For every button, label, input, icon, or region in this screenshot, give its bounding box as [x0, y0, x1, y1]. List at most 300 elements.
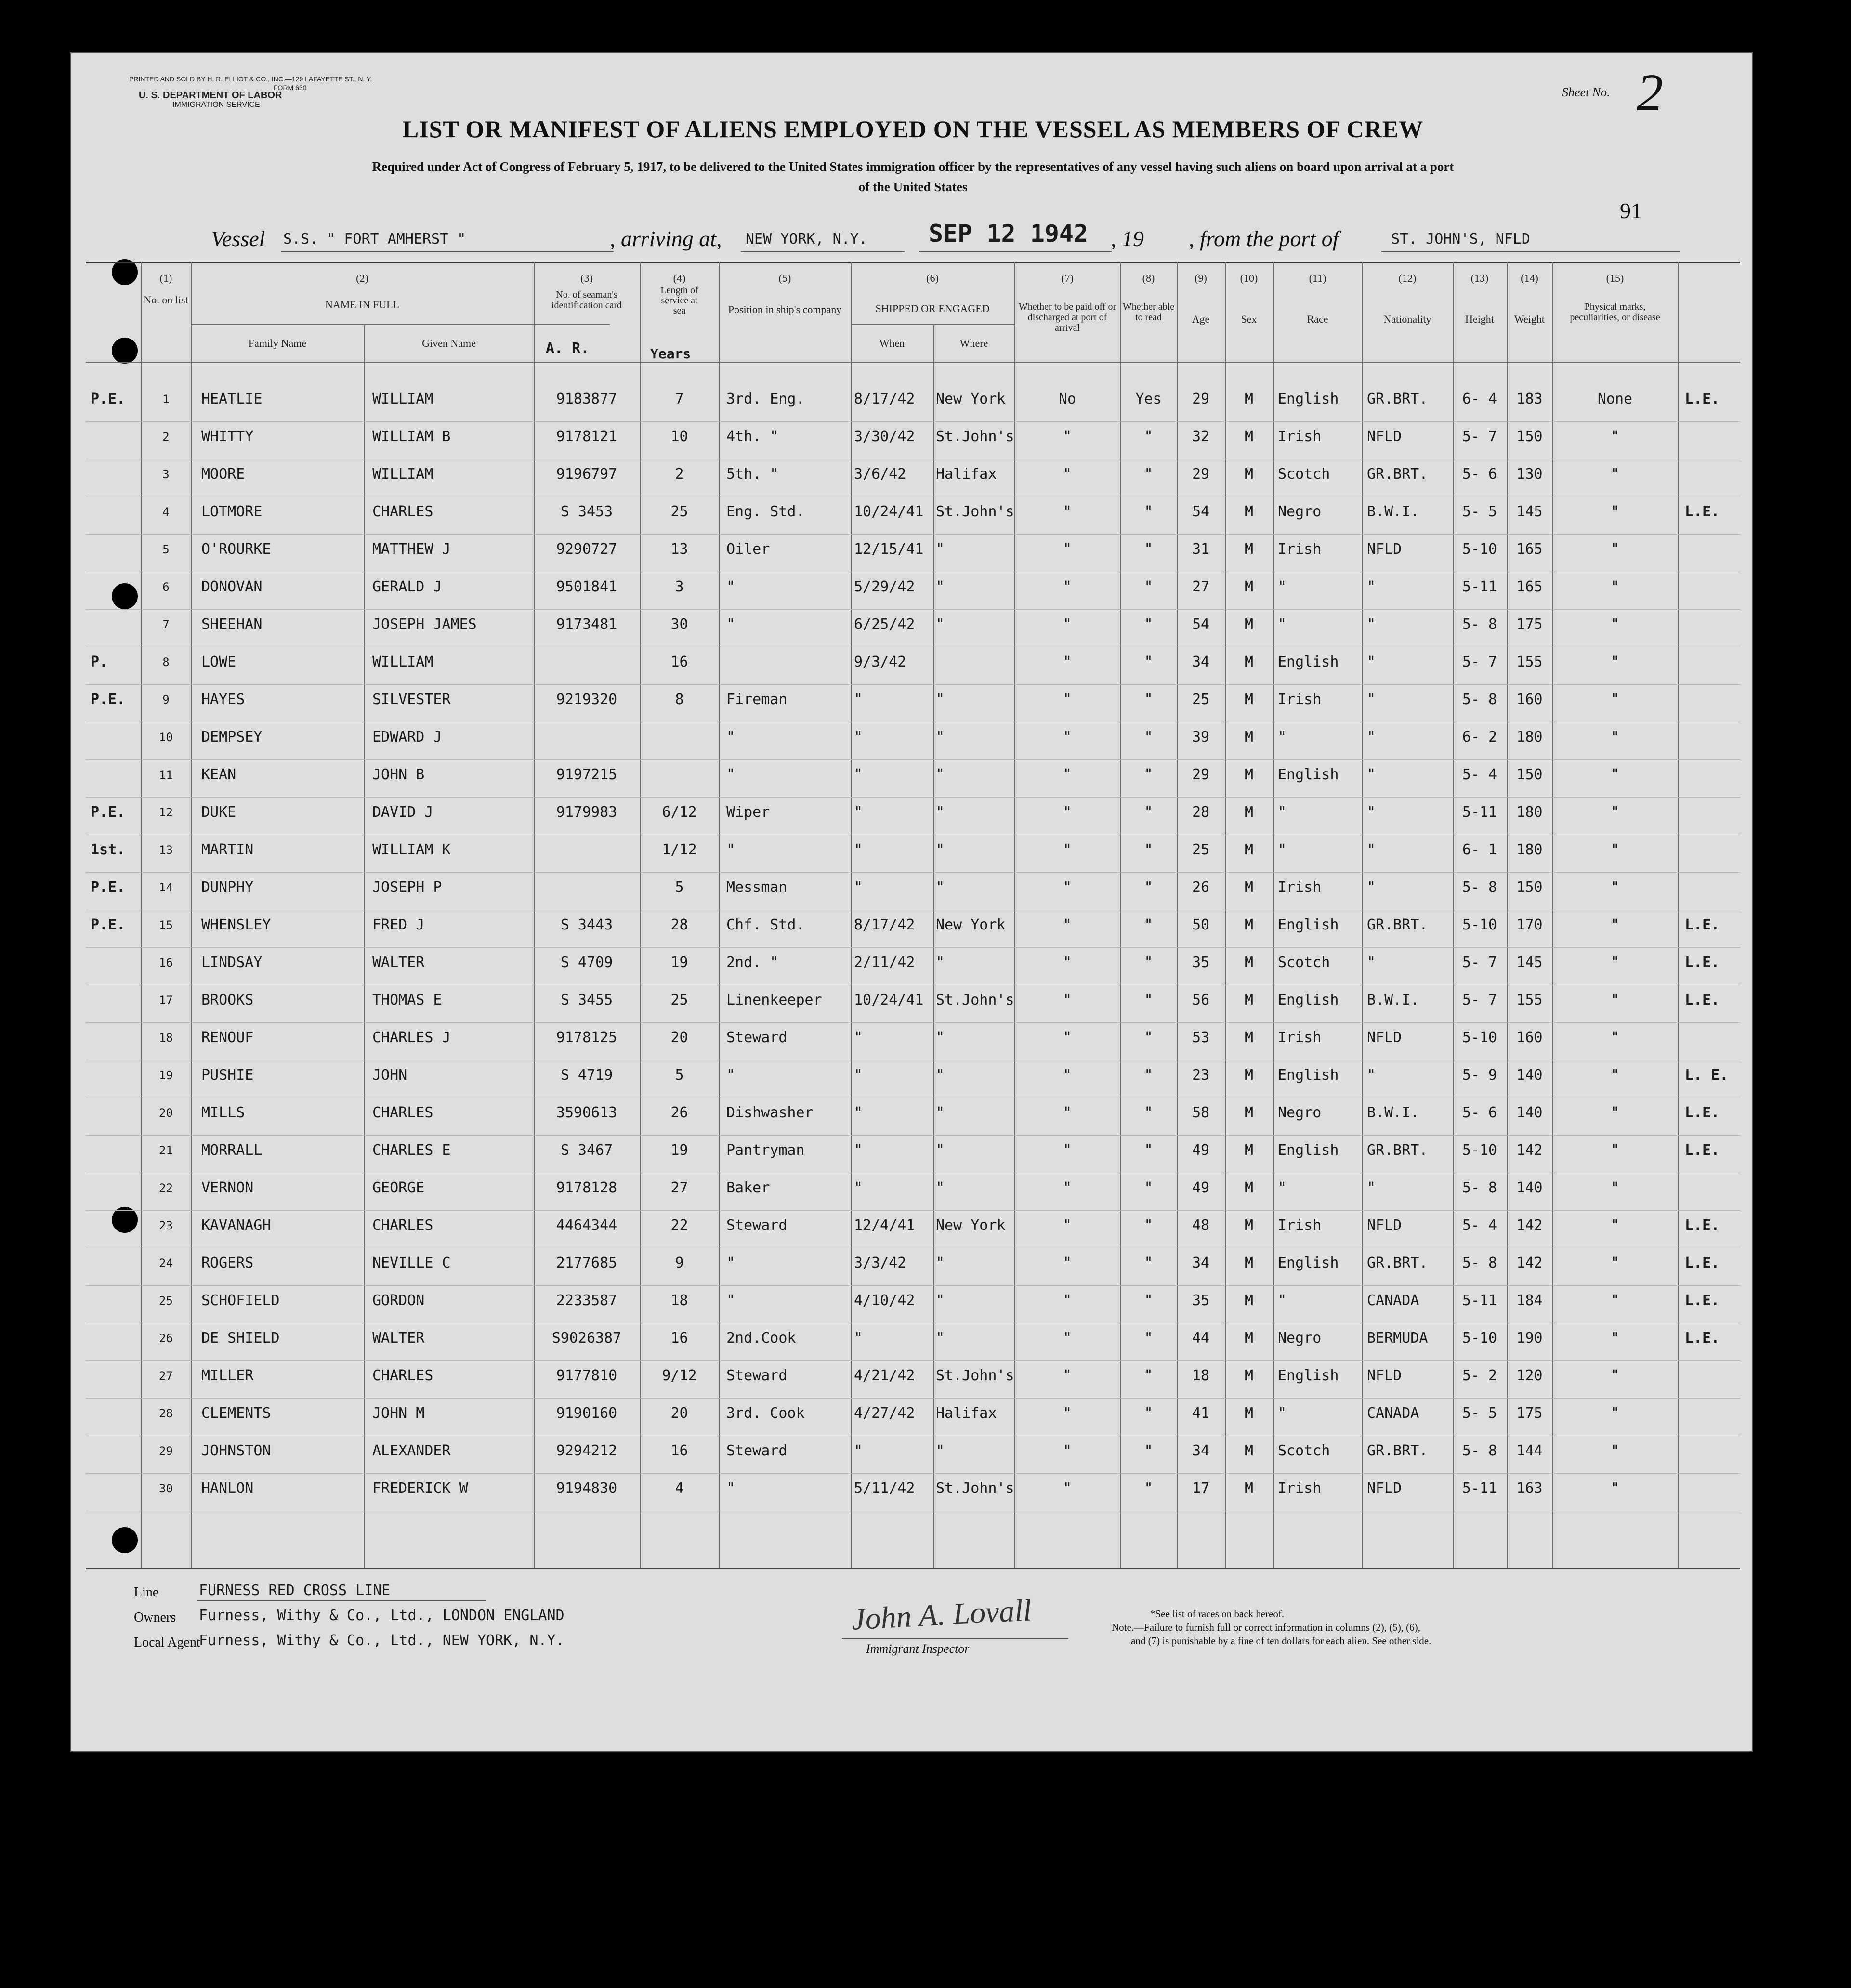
weight: 160 [1516, 1029, 1543, 1046]
punch-hole [112, 1527, 138, 1553]
paid-off: " [1063, 804, 1072, 821]
seaman-id: 9178128 [556, 1179, 617, 1196]
physical-marks: " [1610, 916, 1620, 933]
family-name: JOHNSTON [201, 1442, 271, 1459]
col1-num: (1) [159, 272, 172, 284]
shipped-where: " [936, 578, 945, 595]
col3-num: (3) [580, 272, 593, 284]
weight: 180 [1516, 729, 1543, 746]
physical-marks: " [1610, 541, 1620, 558]
nationality: GR.BRT. [1367, 1255, 1428, 1271]
punch-hole [112, 338, 138, 364]
sex: M [1244, 391, 1254, 407]
given-name: JOHN [372, 1067, 407, 1084]
weight: 130 [1516, 466, 1543, 483]
age: 35 [1192, 954, 1210, 971]
weight: 145 [1516, 954, 1543, 971]
height: 5-10 [1462, 541, 1497, 558]
position: " [726, 578, 735, 595]
right-margin-note: L.E. [1685, 1330, 1720, 1347]
shipped-when: 4/10/42 [854, 1292, 915, 1309]
height: 5- 5 [1462, 503, 1497, 520]
punch-hole [112, 1207, 138, 1233]
service-years: 7 [675, 391, 684, 407]
position: 3rd. Eng. [726, 391, 805, 407]
race: English [1278, 1142, 1339, 1159]
paid-off: " [1063, 578, 1072, 595]
given-name: CHARLES [372, 1367, 433, 1384]
height: 5-11 [1462, 1480, 1497, 1497]
height: 5- 9 [1462, 1067, 1497, 1084]
paid-off: " [1063, 654, 1072, 670]
paid-off: " [1063, 1029, 1072, 1046]
age: 28 [1192, 804, 1210, 821]
sex: M [1244, 879, 1254, 896]
able-to-read: " [1144, 1442, 1153, 1459]
penalty-note-2: and (7) is punishable by a fine of ten dollars for each alien. See other side. [1131, 1635, 1431, 1647]
page-title: LIST OR MANIFEST OF ALIENS EMPLOYED ON THE VESSEL AS MEMBERS OF CREW [402, 116, 1424, 143]
subtitle-1: Required under Act of Congress of February 5, 1917, to be delivered to the United States immigration officer by the representatives of any vessel having such aliens on board upon arrival at a port [372, 159, 1454, 174]
nationality: " [1367, 879, 1376, 896]
sex: M [1244, 1367, 1254, 1384]
position: Pantryman [726, 1142, 805, 1159]
sex: M [1244, 1292, 1254, 1309]
race: English [1278, 916, 1339, 933]
race: Scotch [1278, 1442, 1330, 1459]
col2-header: NAME IN FULL [325, 299, 399, 311]
height: 5- 8 [1462, 879, 1497, 896]
sex: M [1244, 766, 1254, 783]
position: " [726, 1480, 735, 1497]
able-to-read: " [1144, 1255, 1153, 1271]
race: " [1278, 578, 1287, 595]
col11-num: (11) [1309, 272, 1326, 284]
line-value: FURNESS RED CROSS LINE [199, 1582, 391, 1599]
nationality: NFLD [1367, 1029, 1402, 1046]
physical-marks: " [1610, 841, 1620, 858]
col4-note: Years [650, 346, 691, 362]
vessel-name: S.S. " FORT AMHERST " [283, 231, 466, 248]
physical-marks: " [1610, 1142, 1620, 1159]
height: 5- 6 [1462, 1104, 1497, 1121]
family-name: CLEMENTS [201, 1405, 271, 1422]
sex: M [1244, 729, 1254, 746]
weight: 180 [1516, 841, 1543, 858]
race: English [1278, 654, 1339, 670]
height: 5-10 [1462, 916, 1497, 933]
position: " [726, 1292, 735, 1309]
sex: M [1244, 1255, 1254, 1271]
able-to-read: " [1144, 804, 1153, 821]
nationality: " [1367, 954, 1376, 971]
sex: M [1244, 578, 1254, 595]
service-years: 13 [670, 541, 688, 558]
race: Scotch [1278, 954, 1330, 971]
weight: 160 [1516, 691, 1543, 708]
seaman-id: 9179983 [556, 804, 617, 821]
physical-marks: " [1610, 616, 1620, 633]
physical-marks: " [1610, 578, 1620, 595]
sex: M [1244, 841, 1254, 858]
weight: 140 [1516, 1067, 1543, 1084]
col5-num: (5) [778, 272, 791, 284]
seaman-id: S 3453 [560, 503, 613, 520]
row-number: 26 [159, 1332, 173, 1345]
given-name: NEVILLE C [372, 1255, 451, 1271]
race: English [1278, 1067, 1339, 1084]
sex: M [1244, 616, 1254, 633]
paid-off: " [1063, 1292, 1072, 1309]
form-number: FORM 630 [274, 84, 307, 92]
weight: 170 [1516, 916, 1543, 933]
weight: 140 [1516, 1179, 1543, 1196]
weight: 140 [1516, 1104, 1543, 1121]
shipped-when: " [854, 841, 863, 858]
paid-off: " [1063, 541, 1072, 558]
given-name: ALEXANDER [372, 1442, 451, 1459]
position: Chf. Std. [726, 916, 805, 933]
able-to-read: " [1144, 954, 1153, 971]
able-to-read: Yes [1135, 391, 1162, 407]
service-years: 5 [675, 1067, 684, 1084]
position: 5th. " [726, 466, 779, 483]
col2-family-header: Family Name [248, 337, 307, 349]
position: " [726, 616, 735, 633]
col10-num: (10) [1240, 272, 1258, 284]
age: 34 [1192, 1255, 1210, 1271]
able-to-read: " [1144, 992, 1153, 1008]
height: 5- 7 [1462, 992, 1497, 1008]
shipped-where: " [936, 1104, 945, 1121]
sex: M [1244, 1142, 1254, 1159]
right-margin-note: L.E. [1685, 954, 1720, 971]
given-name: CHARLES E [372, 1142, 451, 1159]
race: English [1278, 992, 1339, 1008]
shipped-where: Halifax [936, 1405, 997, 1422]
given-name: CHARLES J [372, 1029, 451, 1046]
row-annotation: P. [91, 654, 108, 670]
shipped-when: 2/11/42 [854, 954, 915, 971]
able-to-read: " [1144, 578, 1153, 595]
shipped-when: 4/27/42 [854, 1405, 915, 1422]
given-name: EDWARD J [372, 729, 442, 746]
col14-num: (14) [1521, 272, 1538, 284]
col4-num: (4) [673, 272, 686, 284]
physical-marks: " [1610, 1067, 1620, 1084]
position: 3rd. Cook [726, 1405, 805, 1422]
shipped-when: 10/24/41 [854, 503, 924, 520]
nationality: " [1367, 578, 1376, 595]
shipped-where: " [936, 766, 945, 783]
col2-given-header: Given Name [422, 337, 476, 349]
height: 5-10 [1462, 1330, 1497, 1347]
row-number: 8 [162, 655, 170, 669]
nationality: BERMUDA [1367, 1330, 1428, 1347]
sex: M [1244, 1330, 1254, 1347]
height: 5- 8 [1462, 691, 1497, 708]
shipped-where: " [936, 1255, 945, 1271]
given-name: JOSEPH JAMES [372, 616, 477, 633]
race: English [1278, 1367, 1339, 1384]
able-to-read: " [1144, 1067, 1153, 1084]
nationality: CANADA [1367, 1405, 1419, 1422]
paid-off: " [1063, 954, 1072, 971]
row-number: 11 [159, 768, 173, 782]
punch-hole [112, 583, 138, 609]
service-years: 6/12 [662, 804, 697, 821]
service-years: 5 [675, 879, 684, 896]
arriving-port: NEW YORK, N.Y. [746, 231, 867, 248]
col8-num: (8) [1142, 272, 1155, 284]
nationality: " [1367, 729, 1376, 746]
sex: M [1244, 1104, 1254, 1121]
physical-marks: " [1610, 1480, 1620, 1497]
right-margin-note: L.E. [1685, 391, 1720, 407]
weight: 190 [1516, 1330, 1543, 1347]
shipped-where: St.John's [936, 503, 1014, 520]
paid-off: No [1058, 391, 1076, 407]
shipped-when: 12/15/41 [854, 541, 924, 558]
sex: M [1244, 916, 1254, 933]
right-margin-note: L.E. [1685, 916, 1720, 933]
position: Fireman [726, 691, 788, 708]
sex: M [1244, 1405, 1254, 1422]
paid-off: " [1063, 766, 1072, 783]
family-name: HAYES [201, 691, 245, 708]
age: 39 [1192, 729, 1210, 746]
paid-off: " [1063, 1142, 1072, 1159]
row-number: 17 [159, 994, 173, 1007]
race: " [1278, 841, 1287, 858]
weight: 163 [1516, 1480, 1543, 1497]
seaman-id: 3590613 [556, 1104, 617, 1121]
physical-marks: " [1610, 1104, 1620, 1121]
family-name: LINDSAY [201, 954, 263, 971]
position: Eng. Std. [726, 503, 805, 520]
col9-header: Age [1192, 313, 1210, 325]
position: Steward [726, 1442, 788, 1459]
family-name: O'ROURKE [201, 541, 271, 558]
service-years: 20 [670, 1405, 688, 1422]
row-number: 15 [159, 918, 173, 932]
seaman-id: 9196797 [556, 466, 617, 483]
age: 31 [1192, 541, 1210, 558]
able-to-read: " [1144, 879, 1153, 896]
shipped-when: " [854, 1029, 863, 1046]
weight: 175 [1516, 616, 1543, 633]
agent-value: Furness, Withy & Co., Ltd., NEW YORK, N.Y. [199, 1632, 564, 1649]
shipped-when: 12/4/41 [854, 1217, 915, 1234]
age: 34 [1192, 1442, 1210, 1459]
col8-header: Whether able to read [1122, 301, 1175, 323]
nationality: GR.BRT. [1367, 916, 1428, 933]
sex: M [1244, 541, 1254, 558]
paid-off: " [1063, 1067, 1072, 1084]
given-name: WILLIAM [372, 391, 433, 407]
sex: M [1244, 503, 1254, 520]
able-to-read: " [1144, 841, 1153, 858]
race: " [1278, 616, 1287, 633]
row-annotation: P.E. [91, 691, 126, 708]
given-name: WILLIAM K [372, 841, 451, 858]
age: 50 [1192, 916, 1210, 933]
seaman-id: 9178121 [556, 428, 617, 445]
paid-off: " [1063, 428, 1072, 445]
given-name: JOHN M [372, 1405, 425, 1422]
shipped-when: 3/6/42 [854, 466, 906, 483]
age: 18 [1192, 1367, 1210, 1384]
family-name: WHITTY [201, 428, 254, 445]
arriving-label: , arriving at, [610, 226, 722, 251]
given-name: JOSEPH P [372, 879, 442, 896]
weight: 150 [1516, 766, 1543, 783]
nationality: CANADA [1367, 1292, 1419, 1309]
age: 29 [1192, 766, 1210, 783]
race: Irish [1278, 1480, 1322, 1497]
height: 6- 1 [1462, 841, 1497, 858]
paid-off: " [1063, 1217, 1072, 1234]
given-name: WALTER [372, 954, 425, 971]
given-name: SILVESTER [372, 691, 451, 708]
shipped-when: 8/17/42 [854, 391, 915, 407]
row-number: 19 [159, 1069, 173, 1082]
row-number: 12 [159, 806, 173, 819]
able-to-read: " [1144, 466, 1153, 483]
position: Messman [726, 879, 788, 896]
race: English [1278, 1255, 1339, 1271]
race: Negro [1278, 1104, 1322, 1121]
family-name: DE SHIELD [201, 1330, 280, 1347]
shipped-when: " [854, 1067, 863, 1084]
weight: 142 [1516, 1142, 1543, 1159]
weight: 150 [1516, 428, 1543, 445]
height: 5-10 [1462, 1029, 1497, 1046]
sex: M [1244, 1029, 1254, 1046]
service-years: 2 [675, 466, 684, 483]
age: 26 [1192, 879, 1210, 896]
family-name: KAVANAGH [201, 1217, 271, 1234]
able-to-read: " [1144, 1179, 1153, 1196]
seaman-id: 2233587 [556, 1292, 617, 1309]
right-margin-note: L.E. [1685, 1142, 1720, 1159]
physical-marks: " [1610, 729, 1620, 746]
paid-off: " [1063, 503, 1072, 520]
right-margin-note: L.E. [1685, 1255, 1720, 1271]
vessel-label: Vessel [211, 226, 265, 251]
col13-num: (13) [1470, 272, 1489, 284]
paid-off: " [1063, 879, 1072, 896]
able-to-read: " [1144, 616, 1153, 633]
paid-off: " [1063, 1179, 1072, 1196]
nationality: " [1367, 841, 1376, 858]
age: 32 [1192, 428, 1210, 445]
shipped-when: " [854, 1142, 863, 1159]
able-to-read: " [1144, 541, 1153, 558]
race: " [1278, 729, 1287, 746]
nationality: GR.BRT. [1367, 391, 1428, 407]
race: Irish [1278, 1217, 1322, 1234]
shipped-where: " [936, 1442, 945, 1459]
physical-marks: " [1610, 1405, 1620, 1422]
physical-marks: " [1610, 1179, 1620, 1196]
row-number: 25 [159, 1294, 173, 1308]
given-name: WILLIAM B [372, 428, 451, 445]
races-note: *See list of races on back hereof. [1150, 1608, 1285, 1620]
race: English [1278, 766, 1339, 783]
paid-off: " [1063, 916, 1072, 933]
nationality: " [1367, 804, 1376, 821]
col11-header: Race [1307, 313, 1328, 325]
physical-marks: " [1610, 1330, 1620, 1347]
able-to-read: " [1144, 1029, 1153, 1046]
service-years: 25 [670, 992, 688, 1008]
weight: 120 [1516, 1367, 1543, 1384]
race: Irish [1278, 691, 1322, 708]
subtitle-2: of the United States [858, 180, 968, 194]
nationality: " [1367, 1067, 1376, 1084]
col9-num: (9) [1195, 272, 1207, 284]
height: 5- 8 [1462, 1442, 1497, 1459]
nationality: GR.BRT. [1367, 1142, 1428, 1159]
service-years: 16 [670, 654, 688, 670]
nationality: " [1367, 766, 1376, 783]
row-annotation: P.E. [91, 804, 126, 821]
race: " [1278, 804, 1287, 821]
paid-off: " [1063, 841, 1072, 858]
col3-header: No. of seaman's identification card [551, 289, 622, 311]
able-to-read: " [1144, 766, 1153, 783]
line-label: Line [134, 1585, 159, 1600]
col7-num: (7) [1061, 272, 1074, 284]
col10-header: Sex [1241, 313, 1257, 325]
given-name: FRED J [372, 916, 425, 933]
family-name: DUNPHY [201, 879, 254, 896]
height: 5- 4 [1462, 1217, 1497, 1234]
able-to-read: " [1144, 654, 1153, 670]
weight: 155 [1516, 992, 1543, 1008]
service-years: 9 [675, 1255, 684, 1271]
age: 58 [1192, 1104, 1210, 1121]
height: 5-11 [1462, 804, 1497, 821]
age: 41 [1192, 1405, 1210, 1422]
height: 5- 8 [1462, 1179, 1497, 1196]
row-annotation: P.E. [91, 916, 126, 933]
service-years: 30 [670, 616, 688, 633]
able-to-read: " [1144, 1217, 1153, 1234]
row-annotation: 1st. [91, 841, 126, 858]
shipped-when: 3/3/42 [854, 1255, 906, 1271]
nationality: GR.BRT. [1367, 1442, 1428, 1459]
shipped-when: " [854, 1442, 863, 1459]
race: " [1278, 1292, 1287, 1309]
service-years: 1/12 [662, 841, 697, 858]
physical-marks: " [1610, 954, 1620, 971]
able-to-read: " [1144, 1330, 1153, 1347]
shipped-where: " [936, 1029, 945, 1046]
paid-off: " [1063, 992, 1072, 1008]
family-name: PUSHIE [201, 1067, 254, 1084]
seaman-id: 9190160 [556, 1405, 617, 1422]
col6-header: SHIPPED OR ENGAGED [875, 302, 990, 314]
height: 5-11 [1462, 578, 1497, 595]
physical-marks: None [1597, 391, 1633, 407]
service-years: 10 [670, 428, 688, 445]
family-name: RENOUF [201, 1029, 254, 1046]
nationality: " [1367, 691, 1376, 708]
family-name: VERNON [201, 1179, 254, 1196]
family-name: HANLON [201, 1480, 254, 1497]
sex: M [1244, 954, 1254, 971]
